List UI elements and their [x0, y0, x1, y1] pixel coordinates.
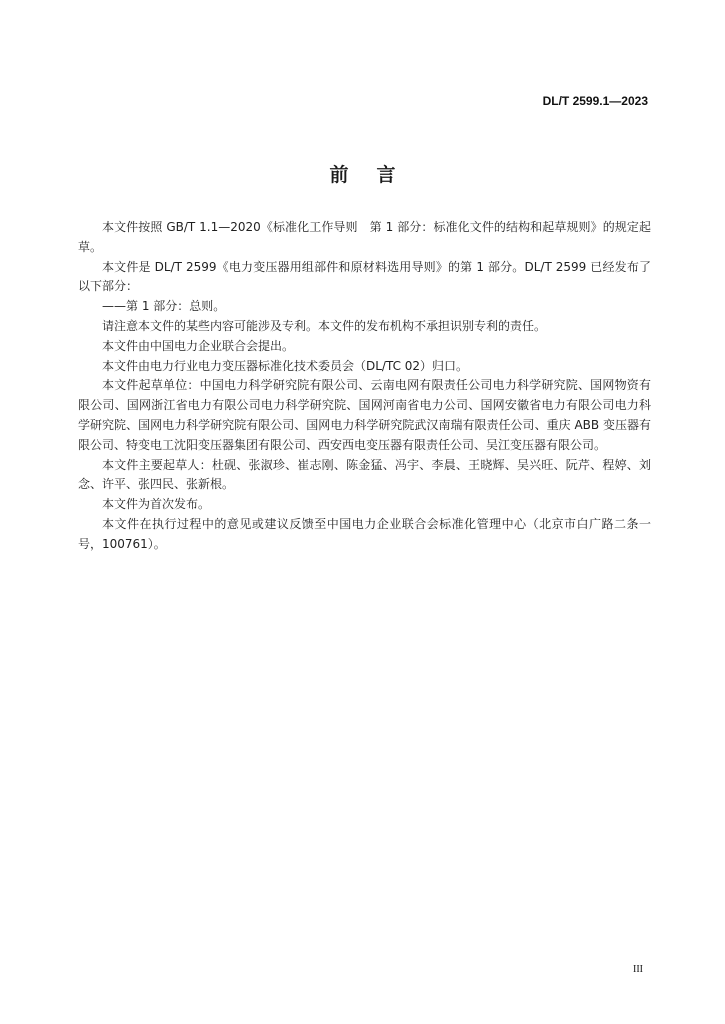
paragraph-drafters: 本文件主要起草人：杜砚、张淑珍、崔志刚、陈金猛、冯宇、李晨、王晓辉、吴兴旺、阮芹、程婷、刘念、许平、张四民、张新根。	[78, 457, 651, 492]
standard-code: DL/T 2599.1—2023	[542, 94, 648, 108]
paragraph-patent-notice: 请注意本文件的某些内容可能涉及专利。本文件的发布机构不承担识别专利的责任。	[102, 318, 547, 333]
paragraph-feedback: 本文件在执行过程中的意见或建议反馈至中国电力企业联合会标准化管理中心（北京市白广路二条一号，100761）。	[78, 516, 651, 551]
paragraph-first-release: 本文件为首次发布。	[102, 497, 211, 512]
paragraph-drafting-units: 本文件起草单位：中国电力科学研究院有限公司、云南电网有限责任公司电力科学研究院、国网物资有限公司、国网浙江省电力有限公司电力科学研究院、国网河南省电力公司、国网安徽省电力有限公司电力科学研究院、国网电力科学研究院有限公司、国网电力科学研究院武汉南瑞有限责任公司、重庆 ABB 变压器有限公司、特变电工沈阳变压器集团有限公司、西安西电变压器有限责任公司、吴江变压器有限公司。	[78, 378, 651, 452]
foreword-body	[78, 218, 651, 555]
paragraph-part-of-series: 本文件是 DL/T 2599《电力变压器用组部件和原材料选用导则》的第 1 部分。DL/T 2599 已经发布了以下部分：	[78, 259, 651, 294]
page-title: 前言	[329, 164, 424, 186]
paragraph-drafting-rules: 本文件按照 GB/T 1.1—2020《标准化工作导则 第 1 部分：标准化文件的结构和起草规则》的规定起草。	[78, 220, 651, 254]
page-number: III	[633, 964, 643, 975]
paragraph-proposed-by: 本文件由中国电力企业联合会提出。	[102, 338, 295, 353]
paragraph-part-list: ——第 1 部分：总则。	[102, 299, 226, 314]
paragraph-centralized-by: 本文件由电力行业电力变压器标准化技术委员会（DL/TC 02）归口。	[102, 358, 469, 373]
